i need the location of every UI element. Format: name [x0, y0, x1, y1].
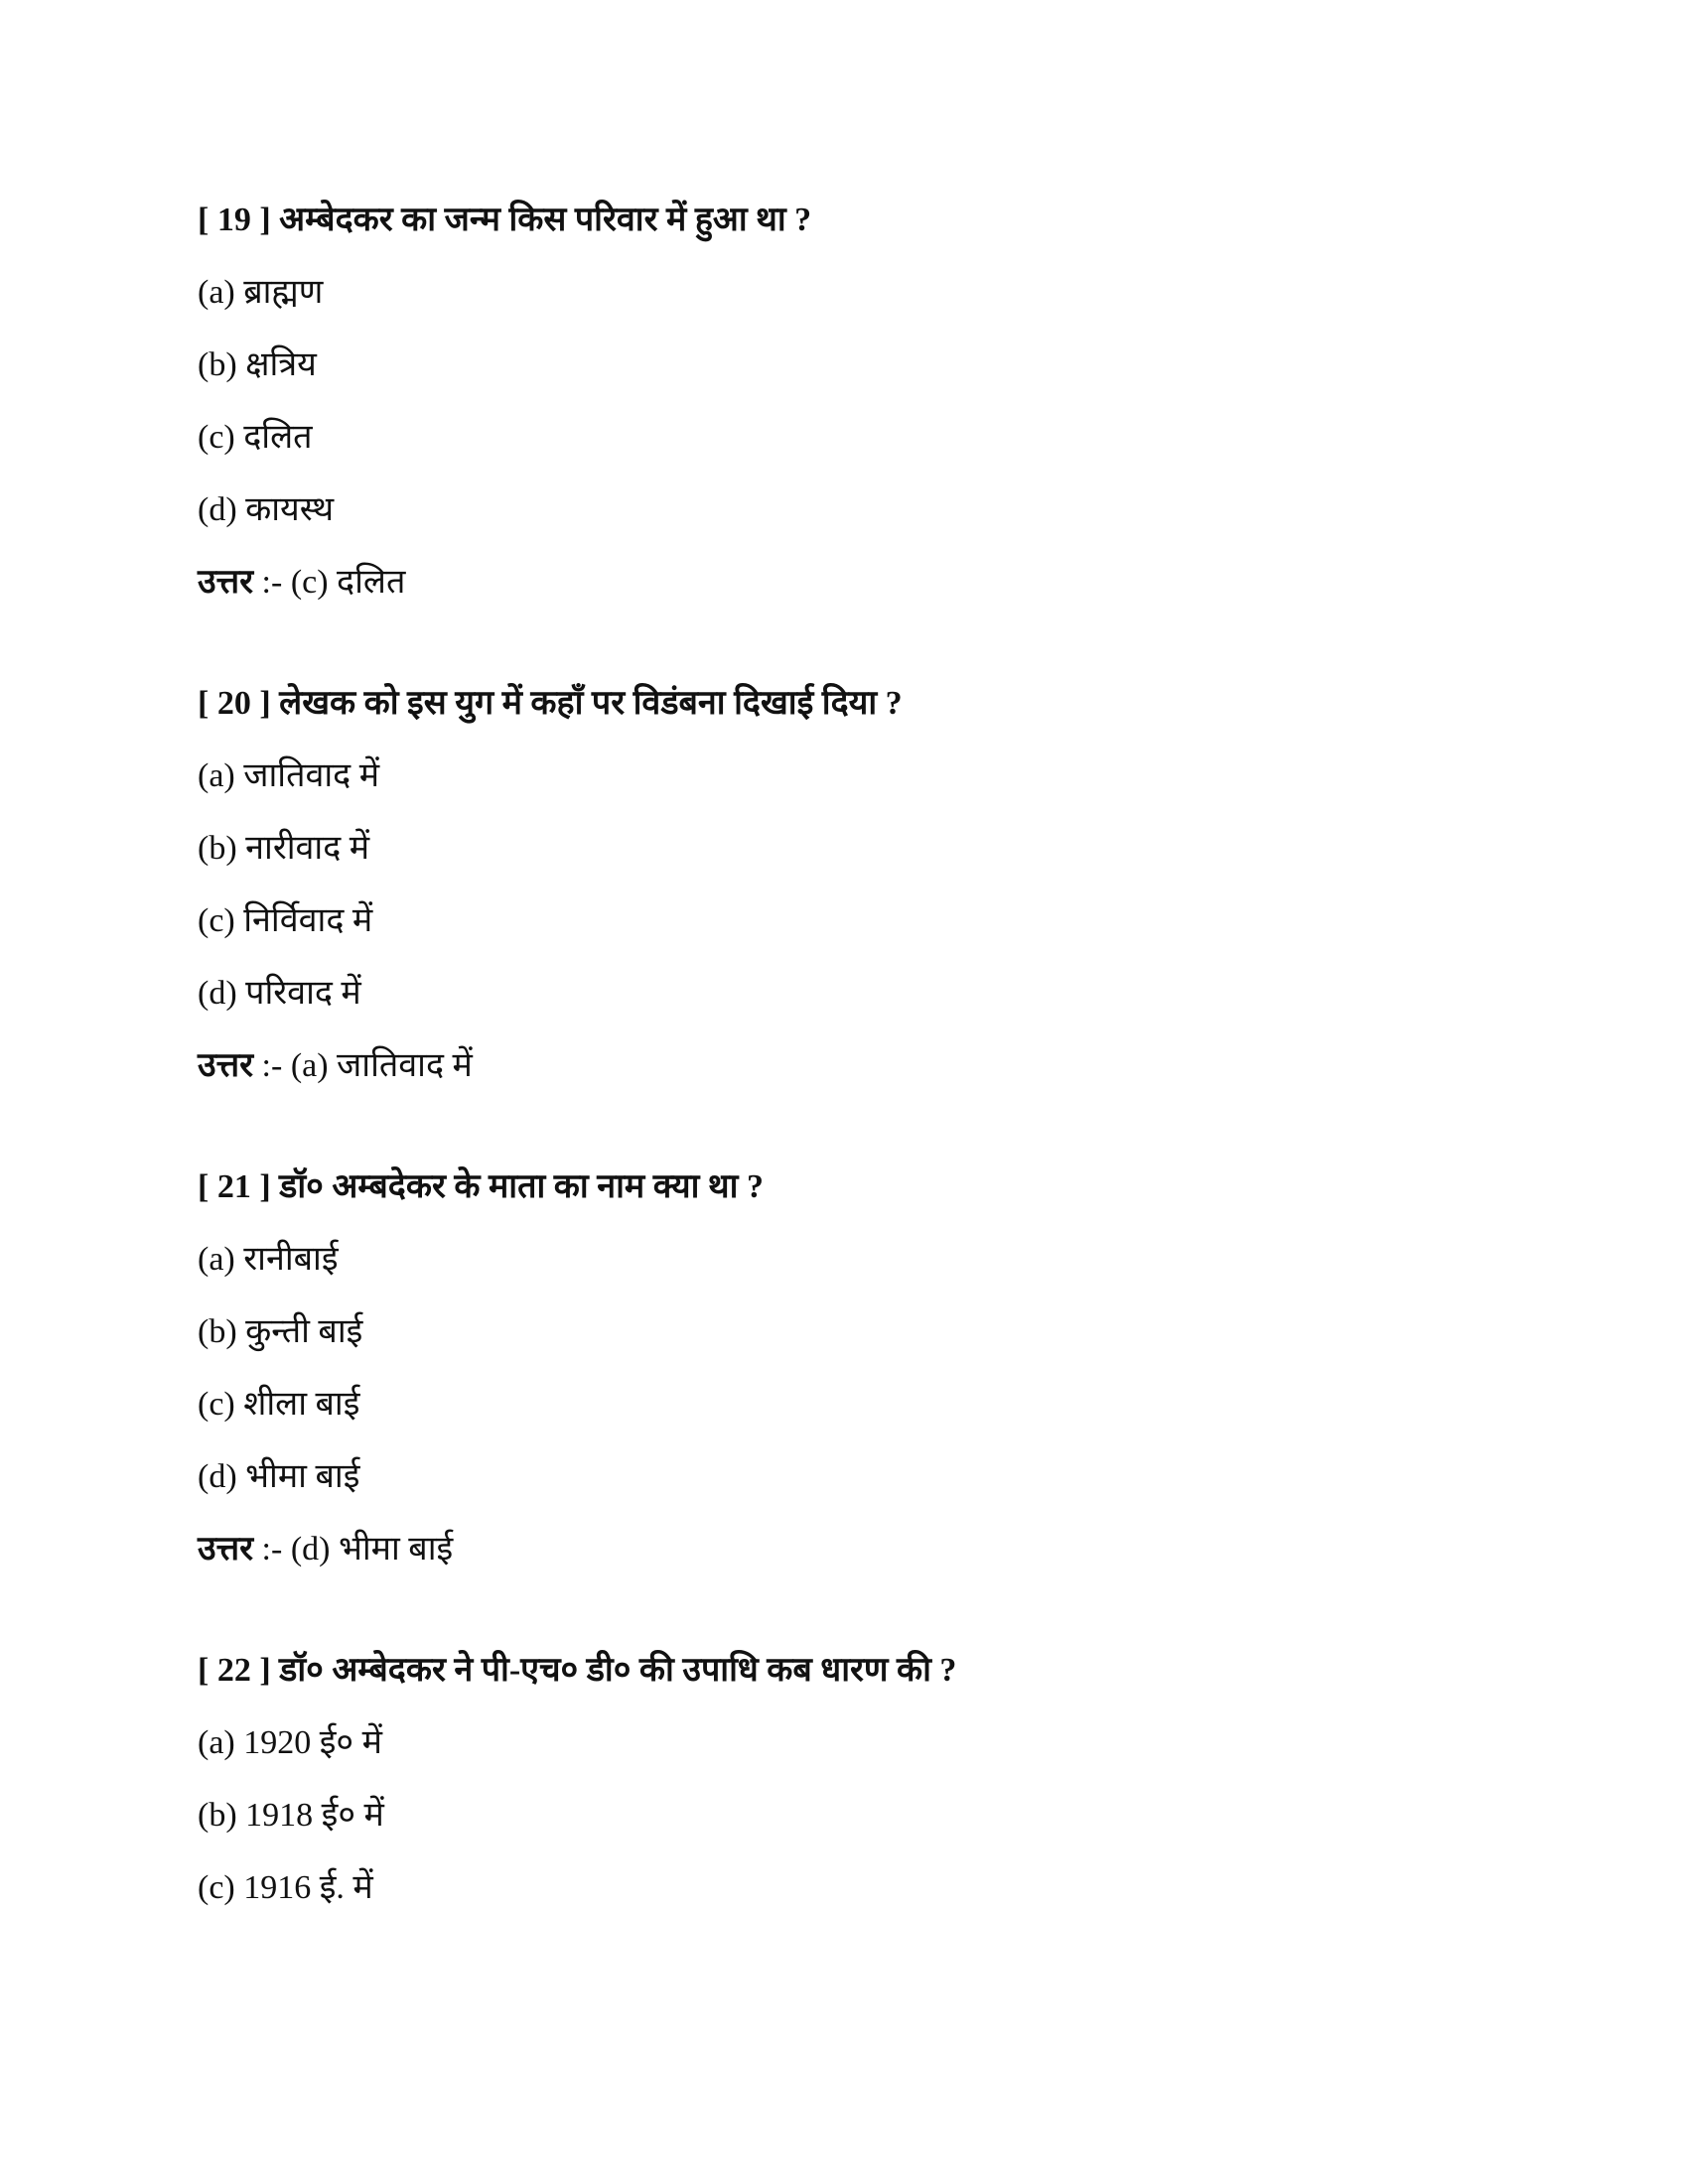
question-text: डॉ० अम्बेदकर ने पी-एच० डी० की उपाधि कब धारण की ?	[279, 1652, 957, 1689]
question-list	[198, 184, 956, 1973]
answer	[198, 1029, 956, 1102]
answer-label: उत्तर	[198, 1047, 254, 1084]
answer-text: :- (c) दलित	[261, 564, 406, 601]
question-number: [ 21 ]	[198, 1168, 271, 1205]
option-b: (b) 1918 ई० में	[198, 1797, 384, 1834]
option-a: (a) जातिवाद में	[198, 757, 380, 794]
option-a: (a) ब्राह्मण	[198, 274, 324, 311]
question-heading	[198, 667, 956, 740]
option-d: (d) परिवाद में	[198, 975, 361, 1012]
option-c: (c) दलित	[198, 419, 313, 456]
answer-label: उत्तर	[198, 1531, 254, 1568]
question-heading	[198, 184, 956, 256]
question-number: [ 19 ]	[198, 202, 271, 238]
question-heading	[198, 1634, 956, 1706]
option-d: (d) भीमा बाई	[198, 1458, 360, 1495]
answer-text: :- (a) जातिवाद में	[261, 1047, 473, 1084]
question-block-19	[198, 184, 956, 618]
question-number: [ 22 ]	[198, 1652, 271, 1689]
option-b: (b) कुन्ती बाई	[198, 1313, 363, 1350]
option-c: (c) निर्विवाद में	[198, 902, 373, 939]
answer	[198, 1513, 956, 1585]
option-d: (d) कायस्थ	[198, 491, 335, 528]
question-block-20	[198, 667, 956, 1102]
question-text: लेखक को इस युग में कहाँ पर विडंबना दिखाई दिया ?	[279, 685, 903, 722]
question-block-21	[198, 1151, 956, 1585]
option-b: (b) क्षत्रिय	[198, 346, 317, 383]
question-number: [ 20 ]	[198, 685, 271, 722]
answer-label: उत्तर	[198, 564, 254, 601]
option-c: (c) 1916 ई. में	[198, 1869, 373, 1906]
answer-text: :- (d) भीमा बाई	[261, 1531, 454, 1568]
question-text: डॉ० अम्बदेकर के माता का नाम क्या था ?	[279, 1168, 764, 1205]
option-a: (a) रानीबाई	[198, 1241, 339, 1278]
question-heading	[198, 1151, 956, 1223]
option-a: (a) 1920 ई० में	[198, 1724, 382, 1761]
option-b: (b) नारीवाद में	[198, 830, 370, 867]
question-text: अम्बेदकर का जन्म किस परिवार में हुआ था ?	[279, 202, 812, 238]
option-c: (c) शीला बाई	[198, 1386, 360, 1423]
question-block-22	[198, 1634, 956, 1924]
answer	[198, 546, 956, 618]
